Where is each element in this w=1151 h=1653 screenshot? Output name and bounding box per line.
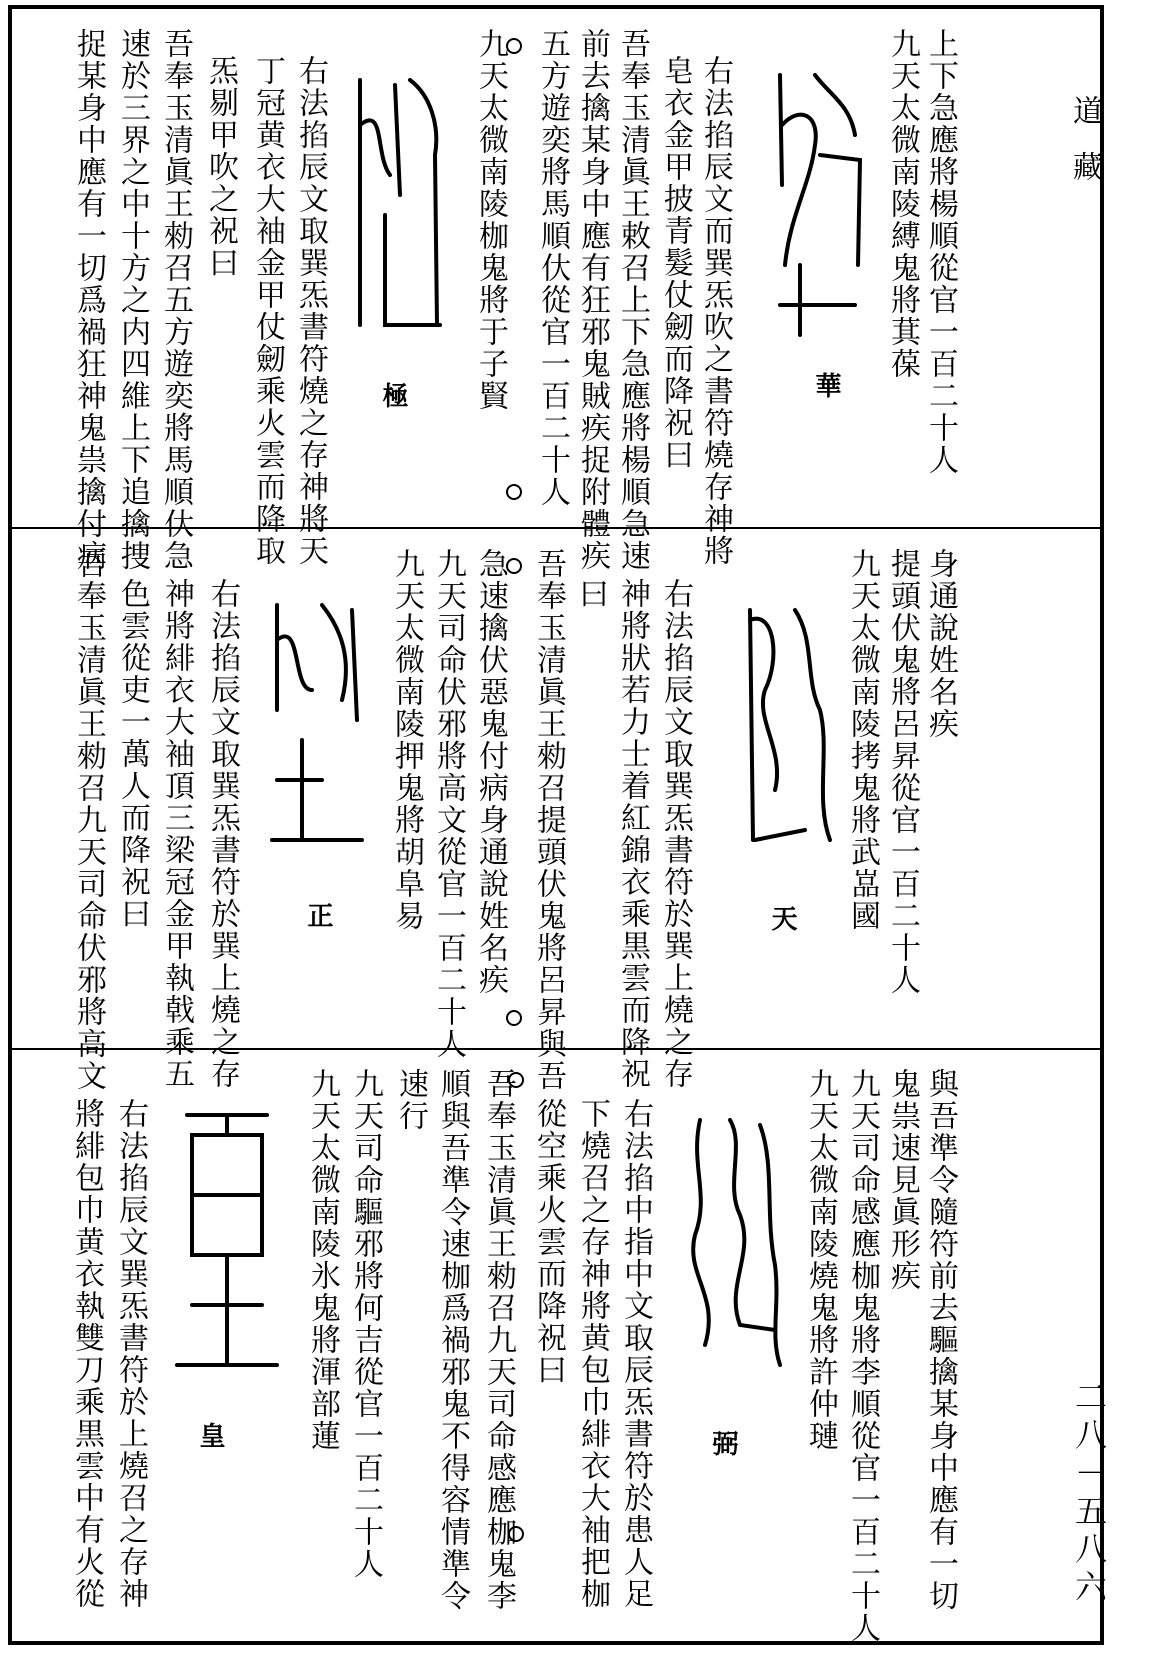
text-column: 神將狀若力士着紅錦衣乘黒雲而降祝 — [615, 578, 650, 1090]
text-column: 吾奉玉清眞王敕召上下急應將楊順急速 — [615, 28, 650, 572]
text-column: 下燒召之存神將黄包巾緋衣大袖把枷 — [575, 1098, 610, 1610]
talisman-tian — [735, 590, 845, 874]
text-column: 右法掐辰文取巽炁書符燒之存神將天 — [293, 55, 328, 567]
text-column: 九天太微南陵枷鬼將于子賢 — [473, 28, 508, 412]
collection-title: 道藏 — [1067, 95, 1102, 207]
text-column: 速於三界之中十方之内四維上下追擒捜 — [115, 28, 150, 572]
text-column: 從空乘火雲而降祝曰 — [531, 1098, 566, 1386]
page-number: 二八－五八六 — [1070, 1380, 1108, 1608]
circle-mark — [506, 1010, 522, 1026]
talisman-ji — [345, 65, 455, 349]
circle-mark — [506, 484, 522, 500]
text-column: 上下急應將楊順從官一百二十人 — [923, 28, 958, 476]
text-column: 九天太微南陵燒鬼將許仲璉 — [803, 1068, 838, 1452]
text-column: 身通說姓名疾 — [923, 548, 958, 740]
text-column: 捉某身中應有一切爲禍狂神鬼祟擒付病 — [71, 28, 106, 572]
text-column: 急速擒伏惡鬼付病身通說姓名疾 — [473, 548, 508, 996]
text-column: 順與吾準令速枷爲禍邪鬼不得容情準令 — [435, 1068, 470, 1612]
text-column: 將緋包巾黄衣執雙刀乘黒雲中有火從 — [69, 1098, 104, 1610]
text-column: 九天太微南陵縛鬼將萁葆 — [885, 28, 920, 380]
text-column: 右法掐辰文取巽炁書符於巽上燒之存 — [205, 578, 240, 1090]
text-column: 曰 — [573, 578, 608, 610]
talisman-caption: 極 — [378, 382, 408, 408]
talisman-zheng — [262, 590, 372, 874]
circle-mark — [508, 1072, 524, 1088]
text-column: 吾奉玉清眞王勑召五方遊奕將馬順㐲急 — [158, 28, 193, 572]
text-column: 丁冠黄衣大袖金甲仗劒乘火雲而降取 — [250, 55, 285, 567]
text-column: 吾奉玉清眞王勑召九天司命伏邪將高文 — [71, 548, 106, 1092]
text-column: 九天太微南陵氷鬼將渾部蓮 — [305, 1068, 340, 1452]
text-column: 速行 — [393, 1068, 428, 1132]
text-column: 右法掐辰文巽炁書符於上燒召之存神 — [113, 1098, 148, 1610]
circle-mark — [508, 1526, 524, 1542]
text-column: 前去擒某身中應有狂邪鬼賊疾捉附體疾 — [575, 28, 610, 572]
text-column: 右法掐辰文而巽炁吹之書符燒存神將 — [698, 55, 733, 567]
talisman-caption: 皇 — [195, 1422, 225, 1448]
text-column: 右法掐辰文取巽炁書符於巽上燒之存 — [658, 578, 693, 1090]
text-column: 炁剔甲吹之祝曰 — [203, 55, 238, 279]
text-column: 與吾準令隨符前去驅擒某身中應有一切 — [923, 1068, 958, 1612]
text-column: 九天司命感應枷鬼將李順從官一百二十人 — [845, 1068, 880, 1644]
talisman-caption: 正 — [303, 902, 333, 928]
text-column: 神將緋衣大袖頂三梁冠金甲執戟乘五 — [159, 578, 194, 1090]
text-column: 九天司命驅邪將何吉從官一百二十人 — [348, 1068, 383, 1580]
talisman-caption: 弼 — [708, 1430, 738, 1456]
text-column: 九天太微南陵押鬼將胡阜易 — [389, 548, 424, 932]
text-column: 九天司命伏邪將高文從官一百二十人 — [431, 548, 466, 1060]
text-column: 皂衣金甲披青髮仗劒而降祝曰 — [658, 55, 693, 471]
talisman-bi — [680, 1105, 790, 1389]
text-column: 九天太微南陵拷鬼將武嵓國 — [845, 548, 880, 932]
text-column: 右法掐中指中文取辰炁書符於患人足 — [618, 1098, 653, 1610]
text-column: 五方遊奕將馬順㐲從官一百二十人 — [535, 28, 570, 508]
talisman-caption: 華 — [811, 372, 841, 398]
text-column: 鬼祟速見眞形疾 — [885, 1068, 920, 1292]
talisman-hua — [760, 65, 870, 349]
text-column: 吾奉玉清眞王勑召九天司命感應枷鬼李 — [481, 1068, 516, 1612]
text-column: 吾奉玉清眞王勑召提頭伏鬼將呂昇與吾 — [531, 548, 566, 1092]
talisman-huang — [172, 1105, 282, 1389]
talisman-caption: 天 — [767, 905, 797, 931]
text-column: 色雲從吏一萬人而降祝曰 — [115, 578, 150, 930]
text-column: 提頭伏鬼將呂昇從官一百二十人 — [885, 548, 920, 996]
